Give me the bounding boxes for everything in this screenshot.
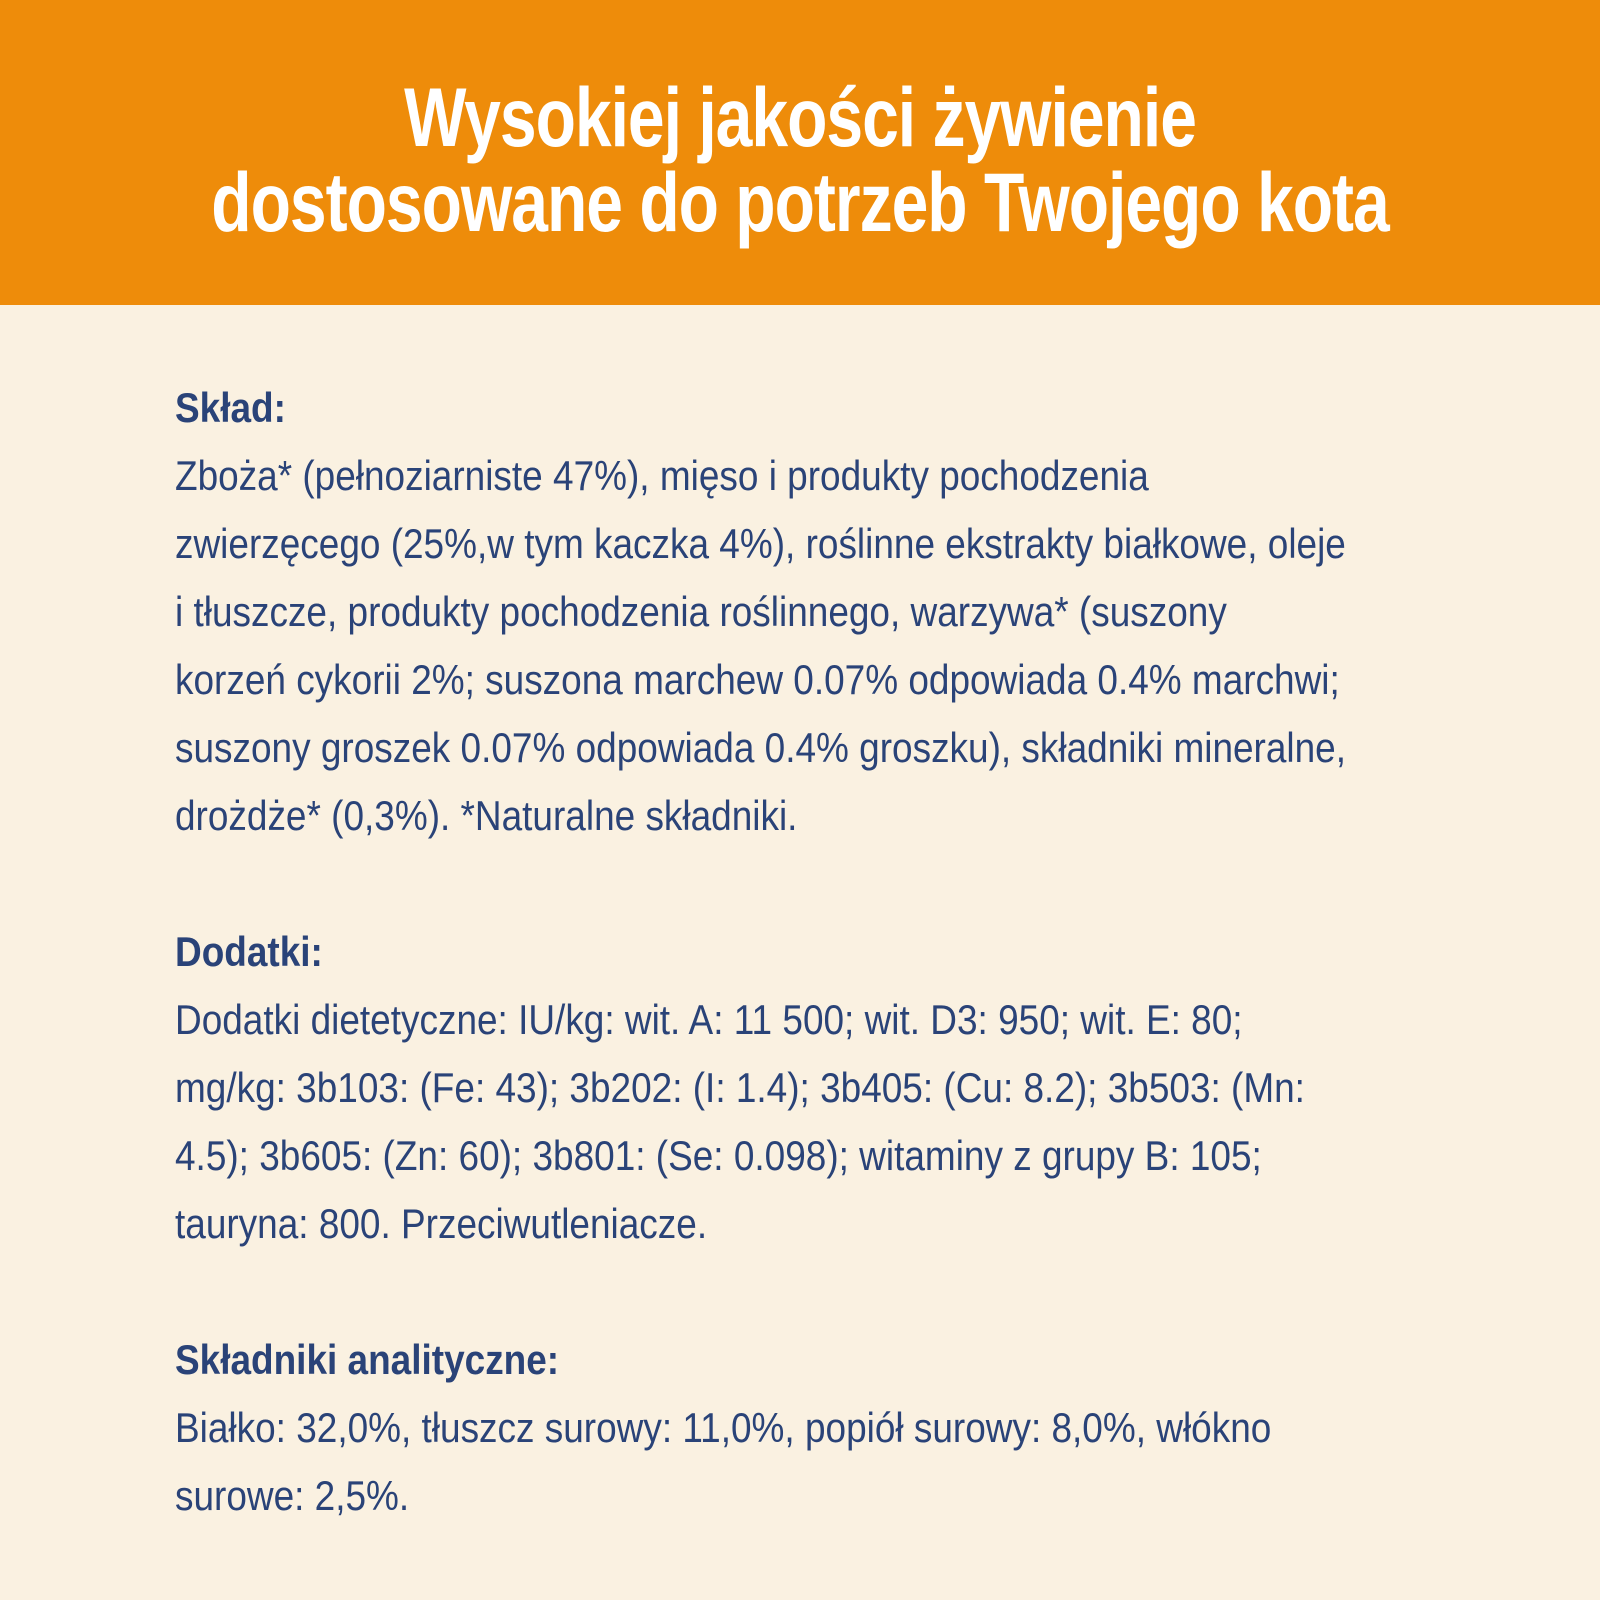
text-line: tauryna: 800. Przeciwutleniacze. xyxy=(175,1200,708,1247)
page-title xyxy=(211,61,1389,249)
text-line: suszony groszek 0.07% odpowiada 0.4% groszku), składniki mineralne, xyxy=(175,724,1347,771)
section-dodatki xyxy=(175,918,1540,1258)
page-title-line-2: dostosowane do potrzeb Twojego kota xyxy=(211,154,1389,249)
text-line: Zboża* (pełnoziarniste 47%), mięso i produkty pochodzenia xyxy=(175,452,1149,499)
section-sklad xyxy=(175,374,1540,850)
text-line: Białko: 32,0%, tłuszcz surowy: 11,0%, popiół surowy: 8,0%, włókno xyxy=(175,1404,1272,1451)
section-heading-sklad: Skład: xyxy=(175,384,286,431)
section-heading-dodatki: Dodatki: xyxy=(175,928,323,975)
nutrition-info xyxy=(0,305,1600,1530)
text-line: surowe: 2,5%. xyxy=(175,1472,410,1519)
section-heading-skladniki-analityczne: Składniki analityczne: xyxy=(175,1336,560,1383)
text-line: i tłuszcze, produkty pochodzenia roślinnego, warzywa* (suszony xyxy=(175,588,1227,635)
header-banner xyxy=(0,0,1600,305)
text-line: mg/kg: 3b103: (Fe: 43); 3b202: (I: 1.4); 3b405: (Cu: 8.2); 3b503: (Mn: xyxy=(175,1064,1305,1111)
text-line: Dodatki dietetyczne: IU/kg: wit. A: 11 500; wit. D3: 950; wit. E: 80; xyxy=(175,996,1243,1043)
section-skladniki-analityczne xyxy=(175,1326,1540,1530)
text-line: 4.5); 3b605: (Zn: 60); 3b801: (Se: 0.098); witaminy z grupy B: 105; xyxy=(175,1132,1262,1179)
page-title-line-1: Wysokiej jakości żywienie xyxy=(404,69,1196,164)
text-line: korzeń cykorii 2%; suszona marchew 0.07% odpowiada 0.4% marchwi; xyxy=(175,656,1340,703)
text-line: zwierzęcego (25%,w tym kaczka 4%), roślinne ekstrakty białkowe, oleje xyxy=(175,520,1346,567)
text-line: drożdże* (0,3%). *Naturalne składniki. xyxy=(175,792,798,839)
